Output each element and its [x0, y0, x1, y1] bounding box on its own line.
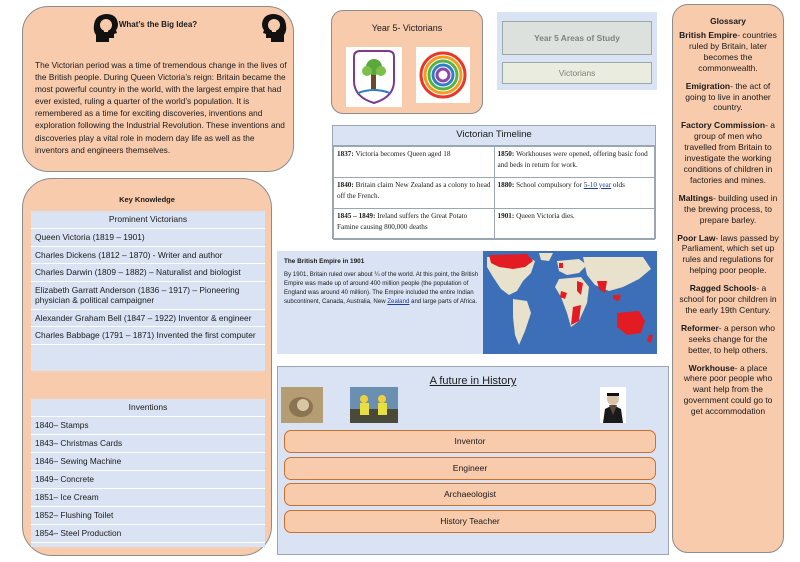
timeline-cell: 1837: Victoria becomes Queen aged 18 — [334, 147, 495, 178]
list-item: 1854– Steel Production — [31, 525, 265, 543]
big-idea-title: What’s the Big Idea? — [118, 20, 198, 29]
british-empire-panel — [277, 251, 657, 354]
career-history-teacher: History Teacher — [284, 510, 656, 533]
list-item: 1846– Sewing Machine — [31, 453, 265, 471]
glossary-entry: Reformer- a person who seeks change for the better, to help others. — [680, 322, 776, 355]
archaeology-photo — [281, 387, 323, 423]
rainbow-circle-logo — [416, 47, 470, 103]
list-item: 1851– Ice Cream — [31, 489, 265, 507]
glossary-entry: Workhouse- a place where poor people who want help from the government could go to get accommodation — [683, 362, 773, 417]
areas-of-study-panel — [497, 12, 657, 90]
victorian-timeline — [332, 125, 656, 239]
engineers-photo — [350, 387, 398, 423]
timeline-cell: 1840: Britain claim New Zealand as a colony to head off the French. — [334, 178, 495, 209]
timeline-cell: 1880: School compulsory for 5-10 year olds — [494, 178, 655, 209]
glossary-entry: British Empire- countries ruled by Britain, later becomes the commonwealth. — [679, 30, 777, 73]
prominent-victorians-list — [31, 211, 265, 371]
glossary-entry: Poor Law- laws passed by Parliament, which set up rules and regulations for helping poor people. — [677, 232, 779, 276]
list-item: 1849– Concrete — [31, 471, 265, 489]
empire-title: The British Empire in 1901 — [284, 258, 365, 265]
future-title: A future in History — [429, 375, 517, 387]
glossary-title: Glossary — [710, 16, 746, 26]
list-item: Alexander Graham Bell (1847 – 1922) Inventor & engineer — [31, 310, 265, 328]
key-knowledge-panel — [22, 178, 272, 556]
list-item: Queen Victoria (1819 – 1901) — [31, 229, 265, 247]
areas-of-study-title: Year 5 Areas of Study — [502, 21, 652, 55]
career-archaeologist: Archaeologist — [284, 483, 656, 506]
empire-text: By 1901, Britain ruled over about ¼ of the world. At this point, the British Empire was made up of around 400 million people (the population of England was around 40 million). The Empire included the entire Indian subcontinent, Canada, Australia, New Zealand and large parts of Africa. — [284, 271, 479, 305]
glossary-entry: Factory Commission- a group of men who travelled from Britain to investigate the working conditions of children in factories and mines. — [680, 120, 775, 185]
inventions-title: Inventions — [31, 399, 265, 417]
inventions-list — [31, 399, 265, 547]
portrait-photo — [600, 387, 626, 423]
timeline-cell: 1901: Queen Victoria dies. — [494, 209, 655, 240]
prominent-victorians-title: Prominent Victorians — [31, 211, 265, 229]
glossary-panel — [672, 4, 784, 553]
list-item: 1840– Stamps — [31, 417, 265, 435]
list-item: Charles Dickens (1812 – 1870) - Writer and author — [31, 247, 265, 265]
timeline-table — [333, 146, 655, 240]
list-item: 1852– Flushing Toilet — [31, 507, 265, 525]
list-item: 1843– Christmas Cards — [31, 435, 265, 453]
glossary-entry: Emigration- the act of going to live in another country. — [685, 80, 771, 113]
career-engineer: Engineer — [284, 457, 656, 480]
glossary-entry: Ragged Schools- a school for poor children in the early 19th Century. — [679, 283, 777, 315]
underlined-text: 5-10 year — [583, 181, 612, 189]
page-title: Year 5- Victorians — [371, 23, 443, 33]
big-idea-text: The Victorian period was a time of tremendous change in the lives of the British people. During Queen Victoria’s reign: Britain became the most powerful country in the world, with the largest empire that had ever existed, ruling a quarter of the world’s population. It is remembered as a time for exciting discoveries, inventions and exploration following the Industrial Revolution. These inventions and discoveries play a vital role in modern day life as well as the inventors and engineers themselves. — [35, 60, 287, 155]
timeline-cell: 1850: Workhouses were opened, offering basic food and beds in return for work. — [494, 147, 655, 178]
glossary-entry: Maltings- building used in the brewing process, to prepare barley. — [678, 192, 778, 225]
lightbulb-head-icon-right — [261, 13, 287, 43]
year5-header-panel — [331, 10, 483, 114]
big-idea-panel — [22, 6, 294, 172]
timeline-cell: 1845 – 1849: Ireland suffers the Great Potato Famine causing 800,000 deaths — [334, 209, 495, 240]
future-in-history-panel — [277, 366, 669, 555]
areas-of-study-topic: Victorians — [502, 62, 652, 84]
timeline-title: Victorian Timeline — [333, 126, 655, 146]
school-logo — [346, 47, 402, 107]
key-knowledge-title: Key Knowledge — [119, 195, 175, 204]
career-inventor: Inventor — [284, 430, 656, 453]
list-item: Charles Darwin (1809 – 1882) – Naturalist and biologist — [31, 264, 265, 282]
list-item: Elizabeth Garratt Anderson (1836 – 1917) – Pioneering physician & political campaigner — [31, 282, 265, 310]
empire-world-map — [483, 251, 657, 354]
list-item: Charles Babbage (1791 – 1871) Invented the first computer — [31, 327, 265, 345]
